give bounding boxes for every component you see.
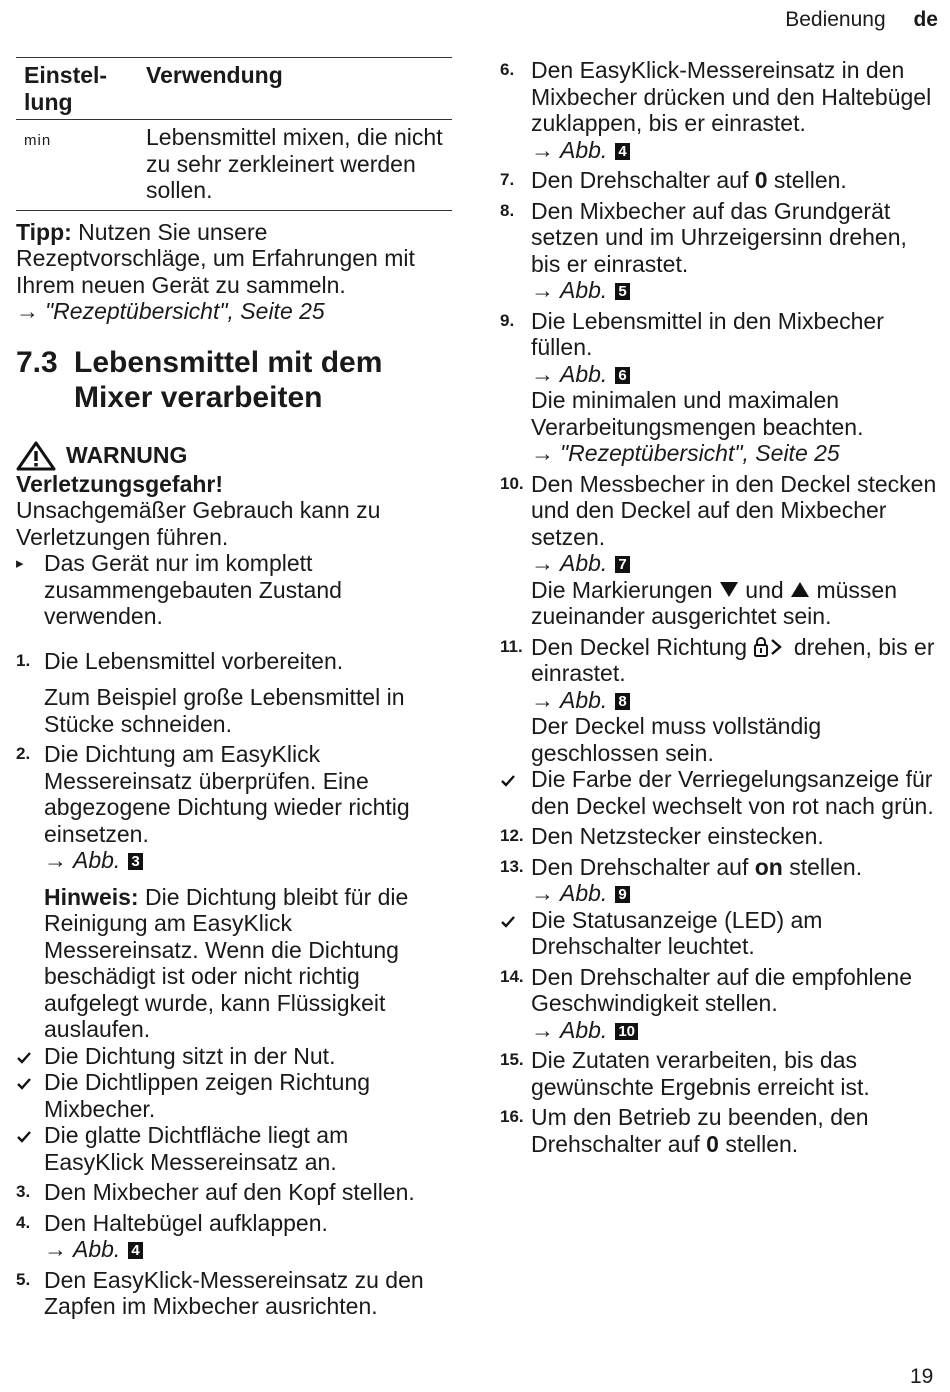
step-text: Den Mixbecher auf das Grundgerät setzen und im Uhrzeigersinn drehen, bis er einrastet.: [531, 197, 907, 277]
figure-number-badge: 6: [615, 367, 629, 384]
checkmark-icon: [16, 1130, 32, 1143]
step-number: 14.: [500, 966, 524, 986]
check-item: [16, 1043, 452, 1070]
check-item: [500, 907, 940, 960]
step-2: [16, 741, 452, 1043]
step-number: 11.: [500, 636, 523, 656]
settings-table: [16, 57, 452, 211]
step-10: [500, 471, 940, 630]
note-paragraph: [44, 884, 452, 1043]
check-item: [500, 766, 940, 819]
page-header: [785, 8, 938, 32]
step-text: Den Haltebügel aufklappen.: [44, 1209, 328, 1236]
bullet-triangle-icon: ▸: [16, 555, 24, 572]
checkmark-icon: [500, 774, 516, 787]
step-14: [500, 964, 940, 1044]
warning-triangle-icon: [16, 441, 56, 471]
figure-reference[interactable]: → Abb. 4: [531, 137, 940, 164]
arrow-right-icon: →: [531, 1016, 554, 1043]
step-number: 7.: [500, 170, 515, 189]
step-15: [500, 1047, 940, 1100]
step-1: [16, 648, 452, 738]
step-number: 10.: [500, 473, 524, 493]
figure-reference[interactable]: → Abb. 10: [531, 1017, 940, 1044]
tip-reference-text: "Rezeptübersicht", Seite 25: [45, 298, 325, 324]
figure-reference[interactable]: → Abb. 4: [44, 1236, 452, 1263]
switch-position: 0: [754, 167, 768, 193]
left-column: [16, 57, 452, 1320]
arrow-right-icon: →: [531, 550, 554, 576]
checkmark-icon: [16, 1077, 32, 1090]
step-number: 2.: [16, 744, 31, 763]
arrow-right-icon: →: [531, 440, 554, 466]
right-column: [500, 57, 940, 1157]
warning-subtitle: Verletzungsgefahr!: [16, 470, 224, 497]
step-text: Den Messbecher in den Deckel stecken und den Deckel auf den Mixbecher setzen.: [531, 470, 937, 550]
note-label: Hinweis:: [44, 883, 139, 910]
step-text: Die Zutaten verarbeiten, bis das gewünschte Ergebnis erreicht ist.: [531, 1047, 870, 1100]
step-5: [16, 1267, 452, 1320]
step-text: Den Mixbecher auf den Kopf stellen.: [44, 1179, 415, 1205]
figure-number-badge: 7: [615, 556, 629, 573]
step-number: 6.: [500, 60, 515, 79]
step-text: Den Deckel Richtung drehen, bis er einrastet.: [531, 633, 935, 686]
check-text: Die Statusanzeige (LED) am Drehschalter leuchtet.: [531, 906, 823, 959]
tip-text: Nutzen Sie unsere Rezeptvorschläge, um Erfahrungen mit Ihrem neuen Gerät zu sammeln.: [16, 218, 415, 298]
figure-number-badge: 10: [615, 1023, 638, 1040]
warning-heading: [16, 441, 452, 471]
arrow-right-icon: →: [531, 360, 554, 387]
step-text: Den Drehschalter auf die empfohlene Geschwindigkeit stellen.: [531, 963, 913, 1016]
step-text: Den Drehschalter auf on stellen.: [531, 853, 863, 880]
arrow-right-icon: →: [531, 277, 554, 303]
step-13: [500, 854, 940, 907]
figure-number-badge: 4: [128, 1242, 142, 1259]
step-text: Den EasyKlick-Messereinsatz in den Mixbecher drücken und den Haltebügel zuklappen, bis er einrastet.: [531, 57, 932, 136]
table-cell-setting: min: [24, 132, 52, 149]
figure-number-badge: 4: [615, 143, 629, 160]
step-number: 4.: [16, 1212, 31, 1232]
section-number: 7.3: [16, 345, 58, 379]
warning-bullet: [16, 550, 452, 630]
step-number: 15.: [500, 1050, 524, 1069]
table-header-row: [16, 58, 452, 120]
table-header-usage: Verwendung: [146, 62, 283, 88]
check-text: Die Farbe der Verriegelungsanzeige für den Deckel wechselt von rot nach grün.: [531, 766, 934, 819]
step-8: [500, 198, 940, 304]
header-language: de: [913, 8, 938, 31]
step-text: Um den Betrieb zu beenden, den Drehschalter auf 0 stellen.: [531, 1104, 869, 1157]
warning-text: Unsachgemäßer Gebrauch kann zu Verletzungen führen.: [16, 497, 381, 550]
step-detail: Die minimalen und maximalen Verarbeitungsmengen beachten.: [531, 387, 864, 440]
figure-reference[interactable]: → Abb. 5: [531, 277, 940, 304]
warning-bullet-text: Das Gerät nur im komplett zusammengebauten Zustand verwenden.: [44, 550, 342, 629]
arrow-right-icon: →: [531, 880, 554, 906]
check-item: [16, 1122, 452, 1175]
table-cell-usage: Lebensmittel mixen, die nicht zu sehr zerkleinert werden sollen.: [146, 124, 443, 203]
step-number: 13.: [500, 856, 524, 876]
step-text: Die Lebensmittel vorbereiten.: [44, 647, 344, 674]
tip-label: Tipp:: [16, 218, 72, 245]
tip-reference[interactable]: [16, 298, 325, 324]
step-number: 8.: [500, 200, 515, 220]
step-text: Den Netzstecker einstecken.: [531, 823, 824, 849]
step-11: [500, 634, 940, 767]
step-number: 3.: [16, 1182, 31, 1201]
triangle-up-icon: [790, 581, 810, 598]
lock-arrow-icon: [753, 636, 787, 658]
check-text: Die Dichtlippen zeigen Richtung Mixbecher.: [44, 1069, 371, 1122]
figure-number-badge: 5: [615, 283, 629, 300]
arrow-right-icon: →: [44, 847, 67, 873]
figure-number-badge: 9: [615, 886, 629, 903]
step-detail: Zum Beispiel große Lebensmittel in Stücke schneiden.: [44, 684, 405, 737]
step-text: Den EasyKlick-Messereinsatz zu den Zapfen im Mixbecher ausrichten.: [44, 1266, 424, 1319]
tip-paragraph: [16, 219, 452, 325]
step-3: [16, 1179, 452, 1206]
step-text: Die Dichtung am EasyKlick Messereinsatz überprüfen. Eine abgezogene Dichtung wieder richtig einsetzen.: [44, 741, 410, 847]
section-heading: [16, 345, 452, 415]
switch-position: 0: [706, 1130, 719, 1157]
check-text: Die glatte Dichtfläche liegt am EasyKlick Messereinsatz an.: [44, 1122, 349, 1175]
figure-number-badge: 8: [615, 693, 629, 710]
step-4: [16, 1210, 452, 1263]
arrow-right-icon: →: [531, 686, 554, 713]
figure-reference[interactable]: → Abb. 6: [531, 361, 940, 388]
figure-reference[interactable]: → Abb. 7: [531, 550, 940, 577]
step-6: [500, 57, 940, 163]
figure-reference[interactable]: → Abb. 8: [531, 687, 940, 714]
step-7: [500, 167, 940, 194]
figure-reference[interactable]: → Abb. 9: [531, 880, 940, 907]
page-number: 19: [910, 1365, 934, 1388]
step-detail: Der Deckel muss vollständig geschlossen sein.: [531, 713, 822, 766]
step-16: [500, 1104, 940, 1157]
recipe-reference[interactable]: → "Rezeptübersicht", Seite 25: [531, 440, 840, 466]
section-title: Lebensmittel mit dem Mixer verarbeiten: [74, 345, 383, 414]
note-text: Die Dichtung bleibt für die Reinigung am EasyKlick Messereinsatz. Wenn die Dichtung beschädigt ist oder nicht richtig aufgelegt wurde, kann Flüssigkeit auslaufen.: [44, 883, 409, 1042]
header-section: Bedienung: [785, 8, 886, 31]
triangle-down-icon: [719, 581, 739, 598]
step-number: 12.: [500, 826, 524, 845]
table-header-setting: Einstel- lung: [24, 62, 108, 115]
arrow-right-icon: →: [531, 136, 554, 163]
arrow-right-icon: →: [44, 1236, 67, 1262]
step-number: 1.: [16, 650, 31, 670]
step-number: 16.: [500, 1107, 524, 1126]
step-text: Den Drehschalter auf 0 stellen.: [531, 167, 847, 193]
check-item: [16, 1069, 452, 1122]
arrow-right-icon: →: [16, 298, 39, 324]
warning-box: [16, 441, 452, 630]
checkmark-icon: [500, 915, 516, 928]
figure-reference[interactable]: → Abb. 3: [44, 847, 452, 874]
step-12: [500, 823, 940, 850]
warning-label: WARNUNG: [66, 442, 188, 469]
check-text: Die Dichtung sitzt in der Nut.: [44, 1042, 336, 1069]
step-detail: Die Markierungen und müssen zueinander ausgerichtet sein.: [531, 576, 898, 629]
figure-number-badge: 3: [128, 853, 142, 870]
step-9: [500, 308, 940, 467]
switch-position: on: [754, 853, 783, 880]
table-row: [16, 120, 452, 210]
step-number: 5.: [16, 1269, 31, 1289]
step-text: Die Lebensmittel in den Mixbecher füllen.: [531, 307, 884, 360]
step-number: 9.: [500, 310, 515, 330]
checkmark-icon: [16, 1051, 32, 1064]
